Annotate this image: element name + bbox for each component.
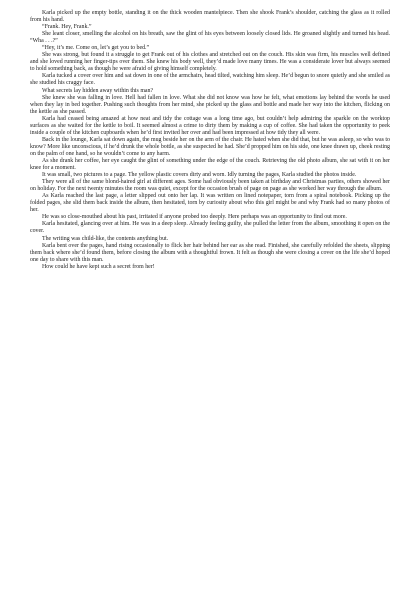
paragraph: She knew she was falling in love. Hell had fallen in love. What she did not know was how he felt, what emotions lay behind the words he used when they lay in bed together. Pushing such thoughts from her mind, she picked up the glass and bottle and made her way into the kitchen, flicking on the kettle as she passed. — [30, 94, 390, 115]
paragraph: Karla bent over the pages, hand rising occasionally to flick her hair behind her ear as she read. Finished, she carefully refolded the sheets, slipping them back where she’d found them, before closing the album with a thoughtful frown. It felt as though she were closing a cover on the life she’d hoped one day to share with this man. — [30, 242, 390, 263]
paragraph: Karla had ceased being amazed at how neat and tidy the cottage was a long time ago, but couldn’t help admiring the sparkle on the worktop surfaces as she waited for the kettle to boil. It seemed almost a crime to dirty them by making a cup of coffee. She had taken the opportunity to peek inside a couple of the kitchen cupboards when he’d first invited her over and had been impressed at how tidy they all were. — [30, 115, 390, 136]
paragraph: Karla hesitated, glancing over at him. He was in a deep sleep. Already feeling guilty, she pulled the letter from the album, smoothing it open on the cover. — [30, 221, 390, 235]
story-text — [30, 10, 390, 271]
paragraph: As Karla reached the last page, a letter slipped out onto her lap. It was written on lined notepaper, torn from a spiral notebook. Picking up the folded pages, she slid them back inside the album, then hesitated, torn by curiosity about who this girl might be and why Frank had so many photos of her. — [30, 193, 390, 214]
paragraph: He was so close-mouthed about his past, irritated if anyone probed too deeply. Here perhaps was an opportunity to find out more. — [42, 214, 347, 221]
paragraph: “Frank. Hey, Frank.” — [42, 24, 92, 31]
paragraph: She was strong, but found it a struggle to get Frank out of his clothes and stretched out on the couch. His skin was firm, his muscles well defined and she loved running her finger-tips over them. She knew his body well, they’d made love many times. He was a considerate lover but always seemed to hold something back, as though he were afraid of giving himself completely. — [30, 52, 390, 73]
paragraph: The writing was child-like, the contents anything but. — [42, 235, 169, 242]
paragraph: Back in the lounge, Karla sat down again, the mug beside her on the arm of the chair. He hated when she did that, but he was asleep, so who was to know? More like unconscious, if he’d drunk the whole bottle, as she suspected he had. She’d propped him on his side, one knee drawn up, cheek resting on the palm of one hand, so he wouldn’t come to any harm. — [30, 136, 390, 157]
paragraph: It was small, two pictures to a page. The yellow plastic covers dirty and worn. Idly turning the pages, Karla studied the photos inside. — [42, 172, 357, 179]
paragraph: “Hey, it’s me. Come on, let’s get you to bed.” — [42, 45, 150, 52]
paragraph: She leant closer, smelling the alcohol on his breath, saw the glint of his eyes between loosely closed lids. He groaned slightly and turned his head. “Wha . . .?” — [30, 31, 390, 45]
paragraph: Karla tucked a cover over him and sat down in one of the armchairs, head tilted, watching him sleep. He’d begun to snore quietly and she smiled as she studied his craggy face. — [30, 73, 390, 87]
paragraph: What secrets lay hidden away within this man? — [42, 87, 154, 94]
paragraph: As she drank her coffee, her eye caught the glint of something under the edge of the couch. Retrieving the old photo album, she sat with it on her knee for a moment. — [30, 157, 390, 172]
paragraph: Karla picked up the empty bottle, standing it on the thick wooden mantelpiece. Then she shook Frank’s shoulder, catching the glass as it rolled from his hand. — [30, 10, 390, 24]
paragraph: They were all of the same blond-haired girl at different ages. Some had obviously been taken at birthday and Christmas parties, others showed her on holiday. For the next twenty minutes the room was quiet, except for the occasion brush of page on page as she worked her way through the album. — [30, 179, 390, 193]
paragraph: How could he have kept such a secret from her! — [42, 263, 155, 270]
